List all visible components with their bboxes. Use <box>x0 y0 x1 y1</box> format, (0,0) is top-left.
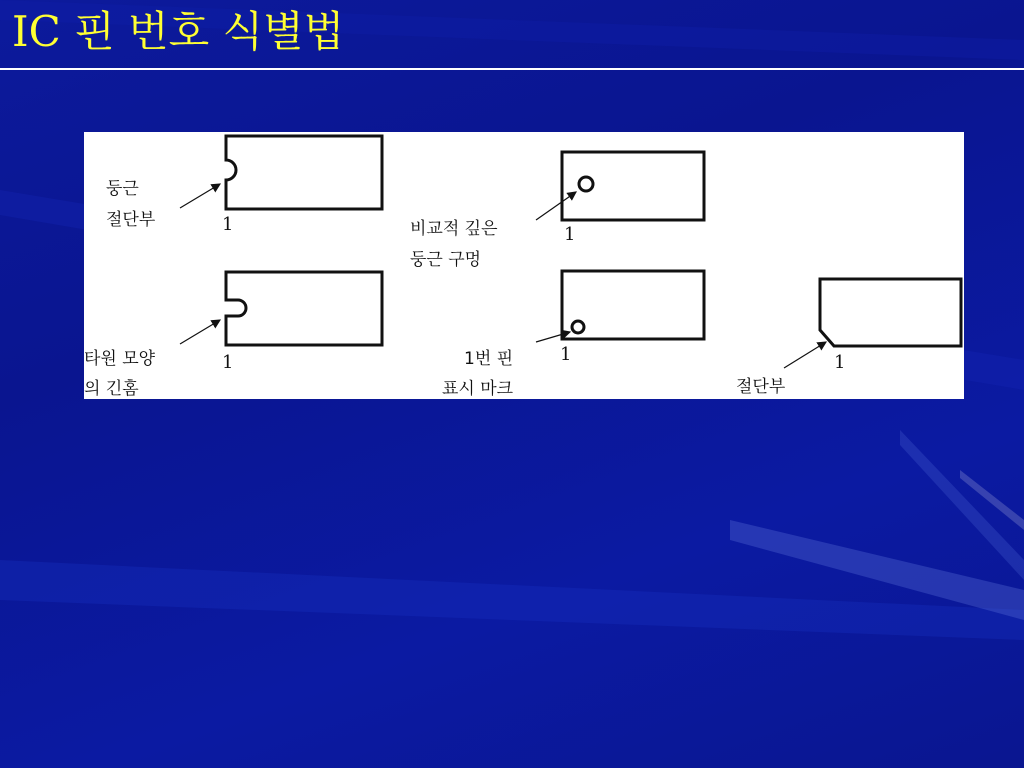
arrow-round-notch <box>180 184 220 208</box>
pin-1-label-e: 1 <box>834 352 846 373</box>
label-pin1-mark-line1: 1번 핀 <box>464 349 514 369</box>
ic-round-notch <box>226 136 382 209</box>
label-deep-hole-line1: 비교적 깊은 <box>410 219 498 239</box>
pin-1-label-b: 1 <box>564 224 576 245</box>
label-round-notch-line2: 절단부 <box>106 210 156 230</box>
label-deep-hole-line2: 둥근 구멍 <box>410 250 482 270</box>
ic-pin-diagram <box>84 132 964 399</box>
arrow-cut-corner <box>784 342 826 368</box>
label-pin1-mark-line2: 표시 마크 <box>442 379 514 399</box>
slide-title: IC 핀 번호 식별법 <box>12 7 345 56</box>
label-oval-groove-line2: 의 긴홈 <box>84 379 139 399</box>
ic-cut-corner <box>820 279 961 346</box>
ic-pin1-mark <box>562 271 704 339</box>
title-underline <box>0 68 1024 70</box>
ic-deep-round-hole <box>562 152 704 220</box>
pin-1-label-a: 1 <box>222 214 234 235</box>
pin-1-label-c: 1 <box>222 352 234 373</box>
label-oval-groove-line1: 타원 모양 <box>84 349 156 369</box>
ic-oval-groove <box>226 272 382 345</box>
label-cut-corner: 절단부 <box>736 377 786 397</box>
pin-1-label-d: 1 <box>560 344 572 365</box>
label-round-notch-line1: 둥근 <box>106 179 139 199</box>
arrow-oval-groove <box>180 320 220 344</box>
